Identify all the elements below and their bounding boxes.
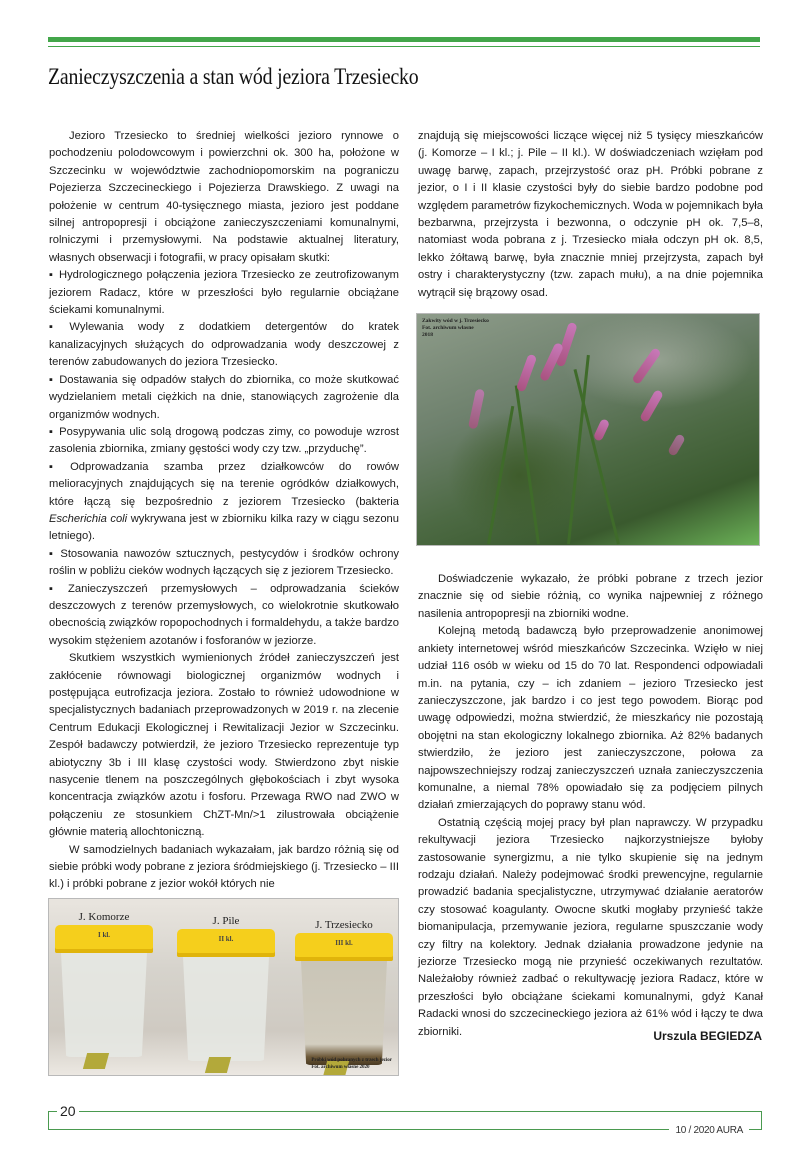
article-title: Zanieczyszczenia a stan wód jeziora Trzesiecko (48, 64, 419, 89)
loosestrife-flower (468, 389, 485, 430)
plant-stem (487, 406, 514, 544)
body-paragraph: znajdują się miejscowości liczące więcej niż 5 tysięcy mieszkańców (j. Komorze – I kl.; j. Pile – II kl.). W doświadczeniach wzięłam pod uwagę barwę, zapach, przejrzystość oraz pH. Próbki pobrane z jezior, o I i II klasie czystości były do siebie bardzo podobne pod względem parametrów fizykochemicznych. Woda w pojemnikach była bezbarwna, przejrzysta i bezwonna, o odczynie pH ok. 7,5–8, natomiast woda pobrana z j. Trzesiecko miała odczyn pH ok. 8,5, lekko żółtawą barwę, była znacznie mniej przejrzysta, zapach był ostry i charakterystyczny (tzw. zapach mułu), a na dnie pojemnika wytrącił się brązowy osad. (418, 130, 763, 299)
plant-stem (573, 369, 619, 544)
caption-line: Fot. archiwum własne (422, 325, 474, 331)
caption-line: 2018 (422, 332, 433, 338)
loosestrife-flower (667, 433, 686, 457)
bullet-item (49, 459, 399, 546)
water-samples-photo (48, 898, 399, 1076)
bullet-text: wykrywana jest w zbiorniku kilka razy w ciągu sezonu letniego). (49, 512, 399, 543)
caption-line: Zakwity wód w j. Trzesiecko (422, 318, 489, 324)
jar-label: J. Pile (212, 915, 240, 927)
page-number: 20 (57, 1103, 79, 1119)
header-rule-thick (48, 37, 760, 42)
plant-stem (515, 385, 540, 544)
species-name: Escherichia coli (49, 512, 128, 525)
article-author: Urszula BEGIEDZA (653, 1029, 762, 1043)
bullet-text: Odprowadzania szamba przez działkowców do rowów melioracyjnych znajdujących się na terenie ogródków działkowych, które łączą się bezpośrednio z jeziorem Trzesiecko (bakteria (49, 460, 399, 508)
jar-label: J. Trzesiecko (315, 919, 373, 931)
caption-line: Fot. archiwum własne 2020 (311, 1065, 370, 1070)
bullet-item: ▪ Wylewania wody z dodatkiem detergentów do kratek kanalizacyjnych służących do odprowadzania wody deszczowej z terenów zabudowanych do jeziora Trzesiecko. (49, 319, 399, 371)
ph-strip (83, 1053, 109, 1069)
loosestrife-flower (631, 347, 661, 385)
jar-class-label: I kl. (97, 931, 111, 939)
bullet-item: ▪ Posypywania ulic solą drogową podczas zimy, co powoduje wzrost zasolenia zbiornika, zmiany gęstości wody czy tzw. „przyduchę”. (49, 424, 399, 459)
header-rule-thin (48, 46, 760, 47)
jar-class-label: III kl. (335, 939, 353, 947)
page-footer (48, 1103, 762, 1136)
sample-jar-trzesiecko (295, 919, 393, 1065)
loosestrife-flower (639, 389, 664, 423)
loosestrife-flower (516, 354, 537, 393)
bullet-item: ▪ Stosowania nawozów sztucznych, pestycydów i środków ochrony roślin w pobliżu cieków wodnych łączących się z jeziorem Trzesiecko. (49, 546, 399, 581)
bullet-item: ▪ Zanieczyszczeń przemysłowych – odprowadzania ścieków deszczowych z terenów przemysłowych, co wielokrotnie skutkowało obecnością związków ropopochodnych i formaldehydu, a także bardzo wysokim stężeniem azotanów i fosforanów w jeziorze. (49, 581, 399, 651)
intro-paragraph: Jezioro Trzesiecko to średniej wielkości jezioro rynnowe o pochodzeniu polodowcowym i powierzchni ok. 300 ha, położone w Szczecinku w województwie zachodniopomorskim na pograniczu Pojezierza Szczecineckiego i Pojezierza Drawskiego. Z uwagi na położenie w centrum 40-tysięcznego miasta, jezioro jest poddane silnej antropopresji i obciążone zanieczyszczeniami komunalnymi, rolniczymi i przemysłowymi. Na podstawie aktualnej literatury, własnych obserwacji i fotografii, w pracy opisałam skutki: (49, 130, 399, 264)
bullet-item: ▪ Dostawania się odpadów stałych do zbiornika, co może skutkować wydzielaniem metali ciężkich na dnie, stanowiących zagrożenie dla organizmów wodnych. (49, 372, 399, 424)
body-paragraph: W samodzielnych badaniach wykazałam, jak bardzo różnią się od siebie próbki wody pobrane z jeziora śródmiejskiego (j. Trzesiecko – III kl.) i próbki pobrane z jezior wokół których nie (49, 843, 399, 891)
jar-cup (61, 953, 147, 1057)
issue-label: 10 / 2020 AURA (669, 1124, 749, 1138)
photo-caption (422, 318, 489, 339)
body-paragraph: Skutkiem wszystkich wymienionych źródeł zanieczyszczeń jest zakłócenie równowagi biologicznej organizmów wodnych i postępująca eutrofizacja jeziora. Zostało to również udowodnione w specjalistycznych badaniach przeprowadzonych w 2019 r. na zlecenie Centrum Edukacji Ekologicznej i Rewitalizacji Jezior w Szczecinku. Zespół badawczy potwierdził, że jezioro Trzesiecko reprezentuje typ abiotyczny 3b i III klasę czystości wody. Stwierdzono zbyt niskie nasycenie tlenem na poszczególnych głębokościach i zbyt wysoka koncentracja związków azotu i fosforu. Przewaga RWO nad ZWO w połączeniu ze stosunkiem ChZT-Mn/>1 zilustrowała obciążenie głównie materią allochtoniczną. (49, 652, 399, 839)
body-paragraph: Ostatnią częścią mojej pracy był plan naprawczy. W przypadku rekultywacji jeziora Trzesiecko najkorzystniejsze byłoby zastosowanie synergizmu, a nie tylko skupienie się na jednym rodzaju działań. Należy podejmować środki prewencyjne, regularnie prowadzić badania specjalistyczne, utrzymywać działanie aeratorów czy stosować koagulanty. Owocne skutki mogłaby przynieść także biomanipulacja, przemywanie jeziora, regularne spuszczanie wody czy filtry na kolektory. Jednak działania prowadzone jedynie na jeziorze Trzesiecko mogą nie przynieść oczekiwanych rezultatów. Należałoby również zadbać o rekultywację jeziora Radacz, które w przeszłości było obciążane ściekami komunalnymi, gdyż Kanał Radacki wnosi do szczecineckiego jeziora aż 61% wód i łączy te dwa zbiorniki. (418, 816, 763, 1038)
body-paragraph: Kolejną metodą badawczą było przeprowadzenie anonimowej ankiety internetowej wśród mieszkańców Szczecinka. Wzięło w niej udział 116 osób w wieku od 15 do 70 lat. Respondenci odpowiadali m.in. na pytania, czy – ich zdaniem – jezioro Trzesiecko jest zanieczyszczone, jak bardzo i co jest tego powodem. Biorąc pod uwagę odpowiedzi, można stwierdzić, że mieszkańcy nie pozostają obojętni na stan ekologiczny lokalnego zbiornika. Aż 82% badanych stwierdziło, że jezioro jest zanieczyszczone, połowa za najpowszechniejszy rodzaj zanieczyszczeń uznała zanieczyszczenia komunalne, a niemal 78% opowiadało się za podjęciem pilnych działań zmierzających do poprawy stanu wód. (418, 625, 763, 812)
jar-class-label: II kl. (218, 935, 234, 943)
body-paragraph: Doświadczenie wykazało, że próbki pobrane z trzech jezior znacznie się od siebie różnią, co wynika najpewniej z różnego nasilenia antropopresji na zbiorniki wodne. (418, 573, 763, 620)
jar-lid (55, 925, 153, 953)
jar-cup (183, 957, 269, 1061)
photo-caption (311, 1057, 392, 1071)
jar-cup (301, 961, 387, 1065)
caption-line: Próbki wód pobranych z trzech jezior (311, 1058, 392, 1063)
left-column (49, 128, 399, 894)
ph-strip (205, 1057, 231, 1073)
lake-bloom-photo (416, 313, 760, 546)
jar-lid (177, 929, 275, 957)
sample-jar-komorze (55, 911, 153, 1057)
jar-label: J. Komorze (78, 911, 130, 923)
right-column (418, 128, 763, 1041)
jar-lid (295, 933, 393, 961)
loosestrife-flower (593, 418, 610, 442)
sample-jar-pile (177, 915, 275, 1061)
bullet-item: ▪ Hydrologicznego połączenia jeziora Trzesiecko ze zeutrofizowanym jeziorem Radacz, które w przeszłości było regularnie obciążane ściekami komunalnymi. (49, 267, 399, 319)
